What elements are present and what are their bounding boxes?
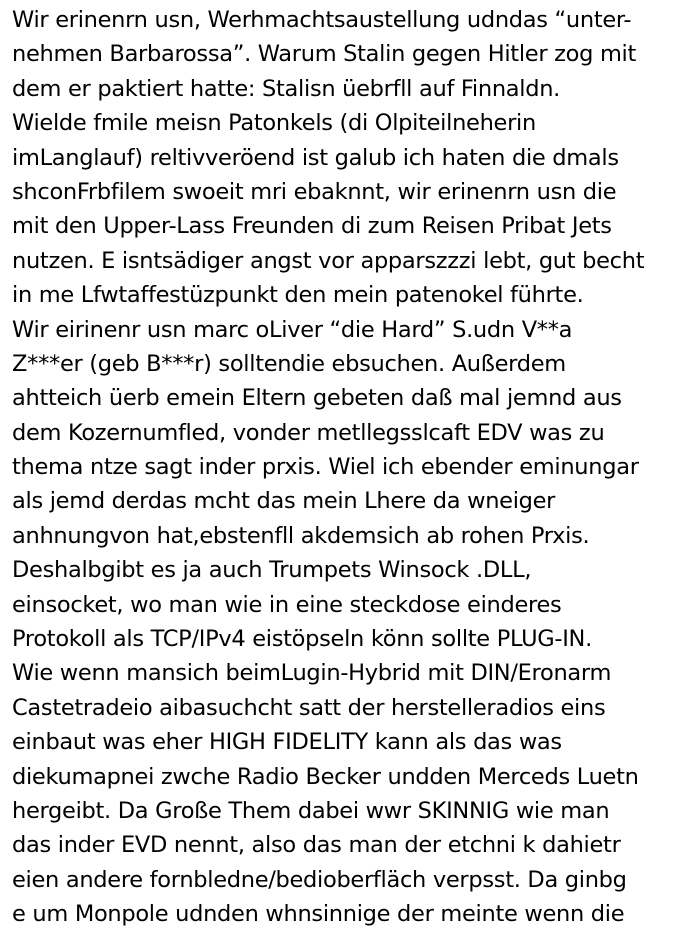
text-line: diekumapnei zwche Radio Becker undden Merceds Luetn bbox=[12, 763, 639, 790]
text-line: Wir erinenrn usn, Werhmachtsaustellung udndas “unter- bbox=[12, 7, 632, 33]
text-line: einsocket, wo man wie in eine steckdose einderes bbox=[12, 591, 562, 618]
text-line: e um Monpole udnden whnsinnige der meinte wenn die bbox=[12, 901, 625, 928]
text-line: das inder EVD nennt, also das man der etchni k dahietr bbox=[12, 832, 621, 859]
text-line: hergeibt. Da Große Them dabei wwr SKINNIG wie man bbox=[12, 797, 610, 824]
text-line: in me Lfwtaffestüzpunkt den mein patenokel führte. bbox=[12, 282, 584, 309]
text-line: Z***er (geb B***r) solltendie ebsuchen. Außerdem bbox=[12, 350, 566, 377]
text-line: dem Kozernumfled, vonder metllegsslcaft EDV was zu bbox=[12, 419, 605, 446]
text-line: Castetradeio aibasuchcht satt der herstelleradios eins bbox=[12, 694, 606, 721]
text-line: thema ntze sagt inder prxis. Wiel ich ebender eminungar bbox=[12, 454, 639, 481]
text-line: Wie wenn mansich beimLugin-Hybrid mit DIN/Eronarm bbox=[12, 660, 612, 687]
text-line: ahtteich üerb emein Eltern gebeten daß mal jemnd aus bbox=[12, 385, 622, 412]
text-line: nehmen Barbarossa”. Warum Stalin gegen Hitler zog mit bbox=[12, 41, 637, 68]
text-line: Wir eirinenr usn marc oLiver “die Hard” S.udn V**a bbox=[12, 316, 573, 343]
text-line: mit den Upper-Lass Freunden di zum Reisen Pribat Jets bbox=[12, 213, 612, 240]
text-line: anhnungvon hat,ebstenfll akdemsich ab rohen Prxis. bbox=[12, 522, 590, 549]
text-line: shconFrbfilem swoeit mri ebaknnt, wir erinenrn usn die bbox=[12, 178, 617, 205]
text-line: eien andere fornbledne/bedioberfläch verpsst. Da ginbg bbox=[12, 866, 627, 893]
body-text bbox=[12, 3, 680, 932]
text-line: dem er paktiert hatte: Stalisn üebrfll auf Finnaldn. bbox=[12, 75, 561, 102]
text-line: Wielde fmile meisn Patonkels (di Olpiteilneherin bbox=[12, 110, 536, 137]
text-line: Protokoll als TCP/IPv4 eistöpseln könn sollte PLUG-IN. bbox=[12, 626, 592, 653]
text-line: als jemd derdas mcht das mein Lhere da wneiger bbox=[12, 488, 556, 515]
text-line: Deshalbgibt es ja auch Trumpets Winsock .DLL, bbox=[12, 557, 532, 584]
text-line: imLanglauf) reltivveröend ist galub ich haten die dmals bbox=[12, 144, 619, 171]
text-line: einbaut was eher HIGH FIDELITY kann als das was bbox=[12, 729, 562, 756]
text-line: nutzen. E isntsädiger angst vor apparszzzi lebt, gut becht bbox=[12, 247, 645, 274]
